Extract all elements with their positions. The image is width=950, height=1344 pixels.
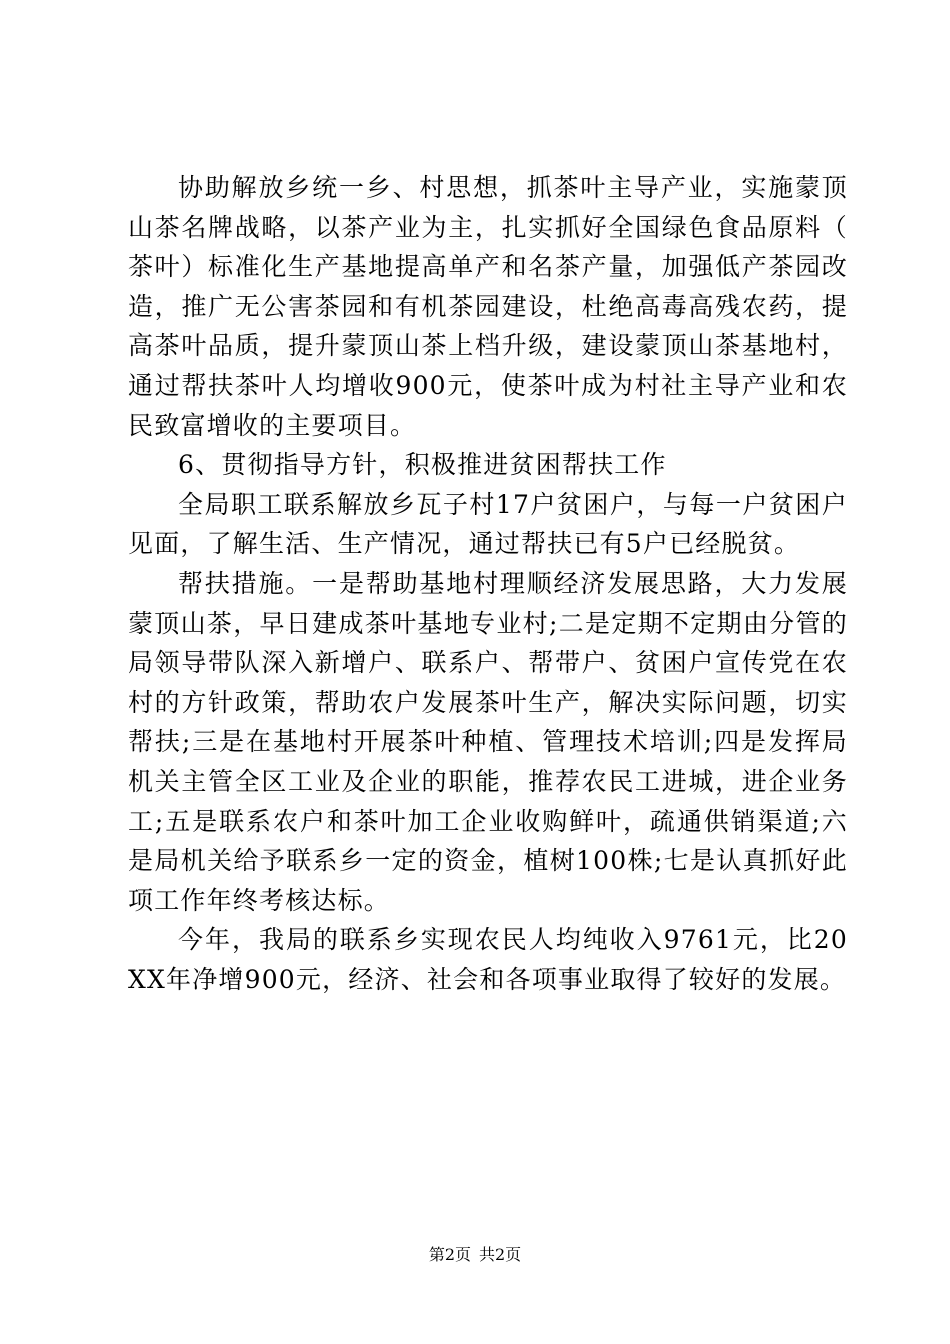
page-total: 共2页 <box>479 1245 522 1264</box>
page-footer <box>0 1245 950 1265</box>
section-heading-poverty-assistance: 6、贯彻指导方针，积极推进贫困帮扶工作 <box>178 450 667 480</box>
paragraph-annual-income: 今年，我局的联系乡实现农民人均纯收入9761元，比20XX年净增900元，经济、社会和各项事业取得了较好的发展。 <box>128 925 848 994</box>
paragraph-tea-industry: 协助解放乡统一乡、村思想，抓茶叶主导产业，实施蒙顶山茶名牌战略，以茶产业为主，扎实抓好全国绿色食品原料（茶叶）标准化生产基地提高单产和名茶产量，加强低产茶园改造，推广无公害茶园和有机茶园建设，杜绝高毒高残农药，提高茶叶品质，提升蒙顶山茶上档升级，建设蒙顶山茶基地村，通过帮扶茶叶人均增收900元，使茶叶成为村社主导产业和农民致富增收的主要项目。 <box>128 173 848 440</box>
page-number: 第2页 <box>428 1245 471 1264</box>
document-body <box>128 168 848 999</box>
paragraph-assistance-measures: 帮扶措施。一是帮助基地村理顺经济发展思路，大力发展蒙顶山茶，早日建成茶叶基地专业村;二是定期不定期由分管的局领导带队深入新增户、联系户、帮带户、贫困户宣传党在农村的方针政策，帮助农户发展茶叶生产，解决实际问题，切实帮扶;三是在基地村开展茶叶种植、管理技术培训;四是发挥局机关主管全区工业及企业的职能，推荐农民工进城，进企业务工;五是联系农户和茶叶加工企业收购鲜叶，疏通供销渠道;六是局机关给予联系乡一定的资金，植树100株;七是认真抓好此项工作年终考核达标。 <box>128 568 848 915</box>
paragraph-poor-households: 全局职工联系解放乡瓦子村17户贫困户，与每一户贫困户见面，了解生活、生产情况，通过帮扶已有5户已经脱贫。 <box>128 489 848 559</box>
